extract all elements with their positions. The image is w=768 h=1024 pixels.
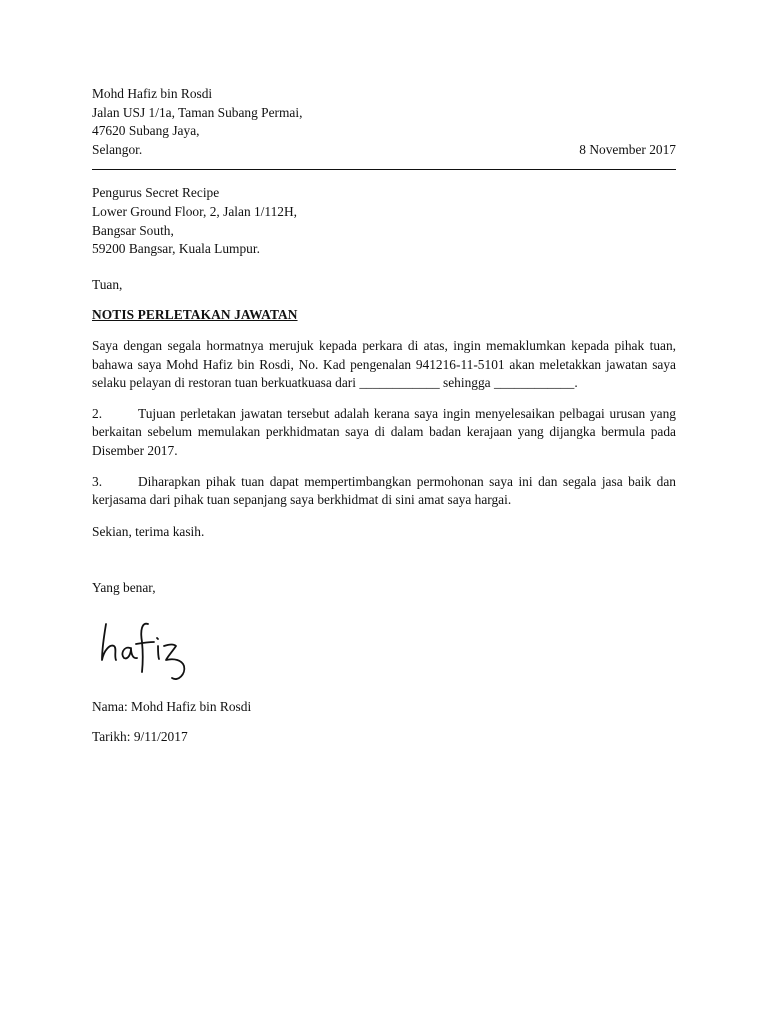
recipient-title: Pengurus Secret Recipe — [92, 185, 220, 201]
letter-page — [92, 85, 676, 747]
paragraph-3-text: Diharapkan pihak tuan dapat mempertimbangkan permohonan saya ini dan segala jasa baik dan kerjasama dari pihak tuan sepanjang saya berkhidmat di sini amat saya hargai. — [92, 473, 676, 508]
letter-date: 8 November 2017 — [579, 141, 676, 157]
sender-state: Selangor. — [92, 141, 143, 157]
header-divider — [92, 169, 676, 170]
sender-name: Mohd Hafiz bin Rosdi — [92, 86, 213, 101]
sign-off: Yang benar, — [92, 580, 156, 596]
subject-heading: NOTIS PERLETAKAN JAWATAN — [92, 307, 298, 323]
recipient-area: Bangsar South, — [92, 222, 174, 238]
paragraph-3 — [92, 473, 676, 510]
handwritten-signature — [96, 616, 206, 686]
sender-address — [92, 85, 676, 159]
sender-street: Jalan USJ 1/1a, Taman Subang Permai, — [92, 104, 303, 120]
signatory-name: Nama: Mohd Hafiz bin Rosdi — [92, 698, 252, 714]
paragraph-1: Saya dengan segala hormatnya merujuk kepada perkara di atas, ingin memaklumkan kepada pihak tuan, bahawa saya Mohd Hafiz bin Rosdi, No. Kad pengenalan 941216-11-5101 akan meletakkan jawatan saya selaku pelayan di restoran tuan berkuatkuasa dari ____________ sehingga ____________. — [92, 337, 676, 391]
salutation: Tuan, — [92, 276, 123, 292]
sender-postcode-city: 47620 Subang Jaya, — [92, 123, 200, 139]
paragraph-2-text: Tujuan perletakan jawatan tersebut adalah kerana saya ingin menyelesaikan pelbagai urusan yang berkaitan sebelum memulakan perkhidmatan saya di dalam badan kerajaan yang dijangka bermula pada Disember 2017. — [92, 405, 676, 458]
paragraph-3-number: 3. — [92, 473, 103, 489]
recipient-street: Lower Ground Floor, 2, Jalan 1/112H, — [92, 203, 298, 219]
signing-date: Tarikh: 9/11/2017 — [92, 729, 188, 745]
paragraph-2 — [92, 405, 676, 461]
paragraph-2-number: 2. — [92, 405, 103, 421]
recipient-address — [92, 184, 676, 258]
closing-line: Sekian, terima kasih. — [92, 523, 205, 539]
signature-image — [96, 616, 206, 686]
recipient-postcode-city: 59200 Bangsar, Kuala Lumpur. — [92, 241, 260, 257]
